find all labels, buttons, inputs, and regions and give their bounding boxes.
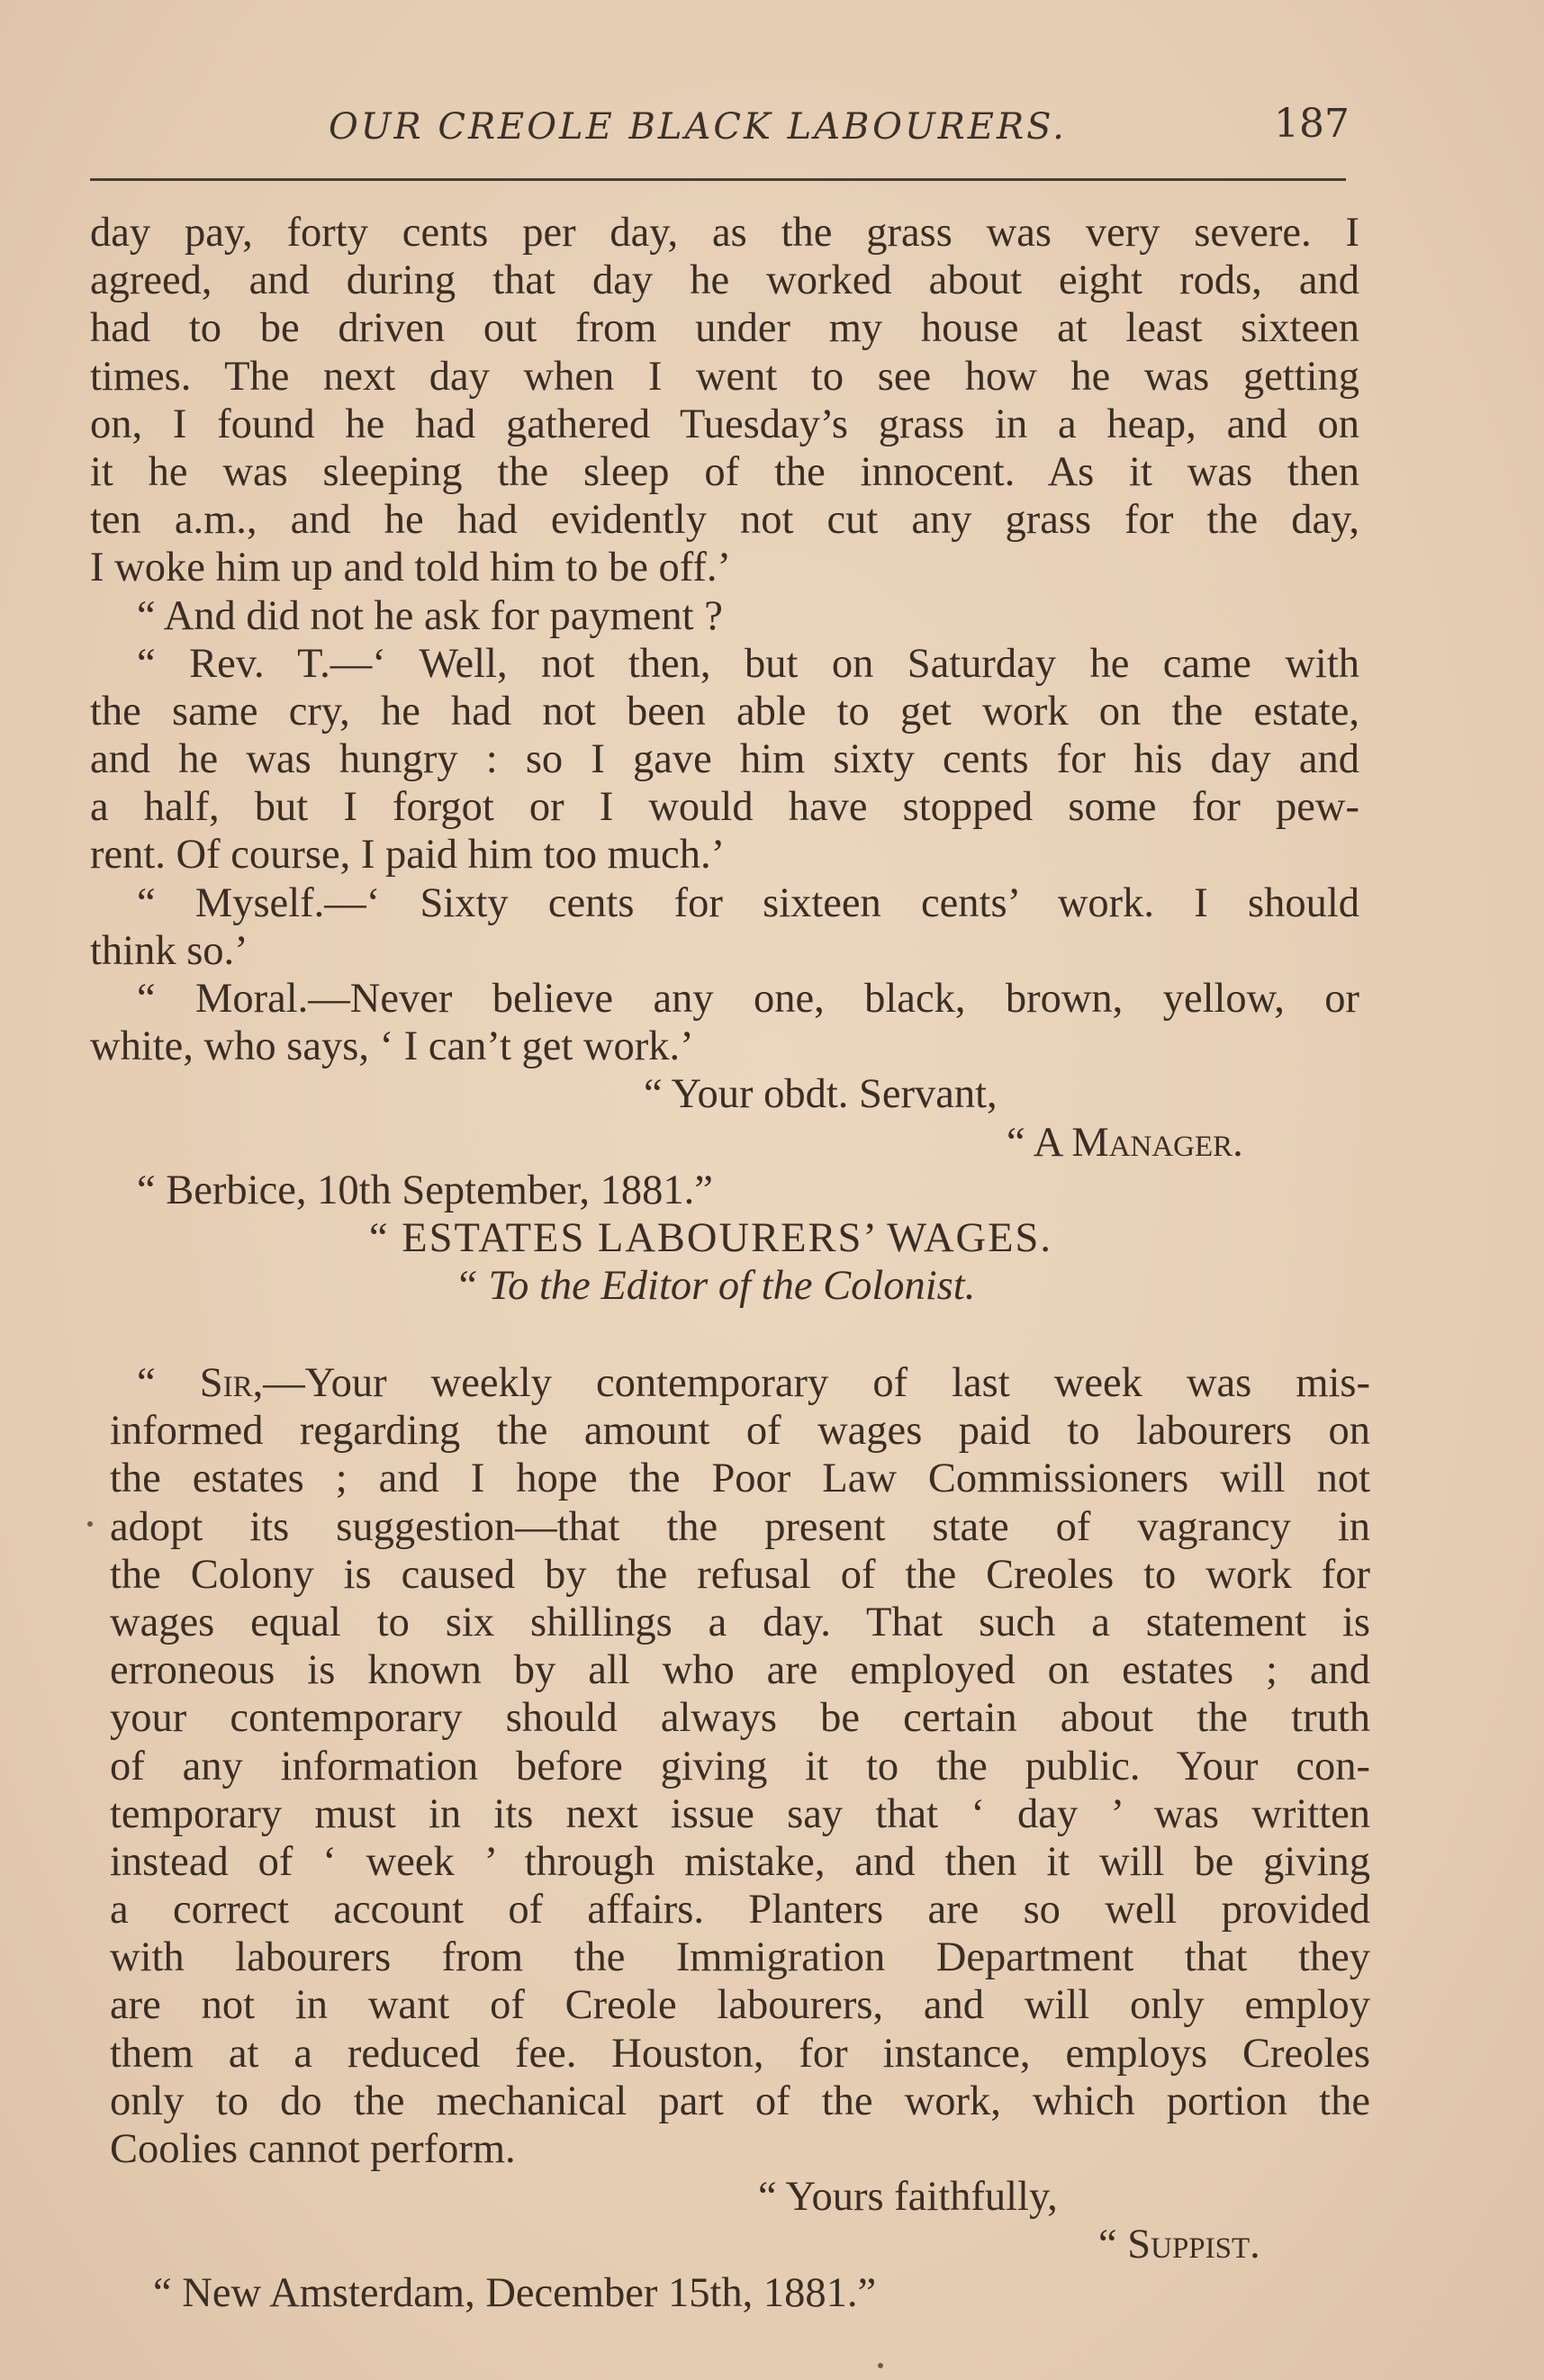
text-line: white, who says, ‘ I can’t get work.’ — [90, 1023, 694, 1070]
signature-smallcaps: anager. — [1108, 1119, 1243, 1166]
text-line: “ Moral.—Never believe any one, black, brown, yellow, or — [137, 976, 1359, 1022]
margin-speck — [87, 1521, 93, 1527]
text-line: temporary must in its next issue say that ‘ day ’ was written — [110, 1790, 1370, 1837]
text-line: “ And did not he ask for payment ? — [137, 592, 723, 639]
running-title: OUR CREOLE BLACK LABOURERS. — [329, 106, 1067, 148]
text-line: the Colony is caused by the refusal of the Creoles to work for — [110, 1551, 1370, 1598]
text-line: think so.’ — [90, 927, 248, 974]
text-line: the estates ; and I hope the Poor Law Commissioners will not — [110, 1456, 1370, 1502]
text-line: Coolies cannot perform. — [110, 2126, 516, 2172]
signature-initial: “ S — [1098, 2222, 1151, 2268]
text-line: adopt its suggestion—that the present state of vagrancy in — [110, 1503, 1370, 1550]
page-header — [90, 101, 1350, 160]
dateline: “ New Amsterdam, December 15th, 1881.” — [153, 2269, 877, 2316]
text-line: times. The next day when I went to see how he was getting — [90, 353, 1359, 400]
text-line: rent. Of course, I paid him too much.’ — [90, 832, 726, 879]
text-line: a half, but I forgot or I would have stopped some for pew- — [90, 784, 1359, 831]
text-line: your contemporary should always be certain about the truth — [110, 1695, 1370, 1742]
text-line: agreed, and during that day he worked about eight rods, and — [90, 257, 1359, 304]
paper-speck — [878, 2363, 883, 2368]
body-text-part2 — [110, 1359, 1370, 2317]
section-subheading: “ To the Editor of the Colonist. — [455, 1263, 976, 1310]
text-line: ten a.m., and he had evidently not cut any grass for the day, — [90, 497, 1359, 544]
page-number: 187 — [1274, 101, 1350, 147]
signature-smallcaps: uppist. — [1151, 2222, 1260, 2268]
header-rule — [90, 178, 1346, 181]
text-line: “ Myself.—‘ Sixty cents for sixteen cents’ work. I should — [137, 879, 1359, 926]
text-line: and he was hungry : so I gave him sixty cents for his day and — [90, 736, 1359, 783]
text-line: instead of ‘ week ’ through mistake, and then it will be giving — [110, 1838, 1370, 1885]
text-line: erroneous is known by all who are employed on estates ; and — [110, 1647, 1370, 1694]
dateline: “ Berbice, 10th September, 1881.” — [137, 1167, 713, 1213]
text-line: “ Rev. T.—‘ Well, not then, but on Saturday he came with — [137, 640, 1359, 687]
signature-line — [90, 1119, 1359, 1167]
signature-line — [110, 2221, 1370, 2268]
text-line: of any information before giving it to the public. Your con- — [110, 1743, 1370, 1790]
text-line: the same cry, he had not been able to get work on the estate, — [90, 688, 1359, 735]
text-line: day pay, forty cents per day, as the grass was very severe. I — [90, 210, 1359, 256]
body-text-part1 — [90, 209, 1359, 1310]
text-line: on, I found he had gathered Tuesday’s grass in a heap, and on — [90, 401, 1359, 447]
text-line: a correct account of affairs. Planters are so well provided — [110, 1887, 1370, 1934]
text-line: it he was sleeping the sleep of the innocent. As it was then — [90, 448, 1359, 495]
letter-opening — [110, 1359, 1370, 1407]
text-line: informed regarding the amount of wages paid to labourers on — [110, 1408, 1370, 1455]
text-line: I woke him up and told him to be off.’ — [90, 545, 732, 591]
text-line: are not in want of Creole labourers, and will only employ — [110, 1982, 1370, 2029]
closing-line: “ Your obdt. Servant, — [644, 1071, 998, 1118]
salutation-smallcaps: ir — [222, 1360, 253, 1406]
text-line: them at a reduced fee. Houston, for instance, employs Creoles — [110, 2030, 1370, 2077]
section-heading: “ ESTATES LABOURERS’ WAGES. — [369, 1214, 1052, 1261]
salutation-rest: ,—Your weekly contemporary of last week was mis- — [252, 1360, 1370, 1406]
signature-initial: “ A M — [1007, 1119, 1109, 1166]
text-line: had to be driven out from under my house at least sixteen — [90, 305, 1359, 352]
text-line: with labourers from the Immigration Department that they — [110, 1934, 1370, 1981]
closing-line: “ Yours faithfully, — [758, 2174, 1058, 2221]
text-line: wages equal to six shillings a day. That such a statement is — [110, 1599, 1370, 1645]
salutation-initial: “ S — [137, 1360, 223, 1406]
text-line: only to do the mechanical part of the work, which portion the — [110, 2078, 1370, 2124]
